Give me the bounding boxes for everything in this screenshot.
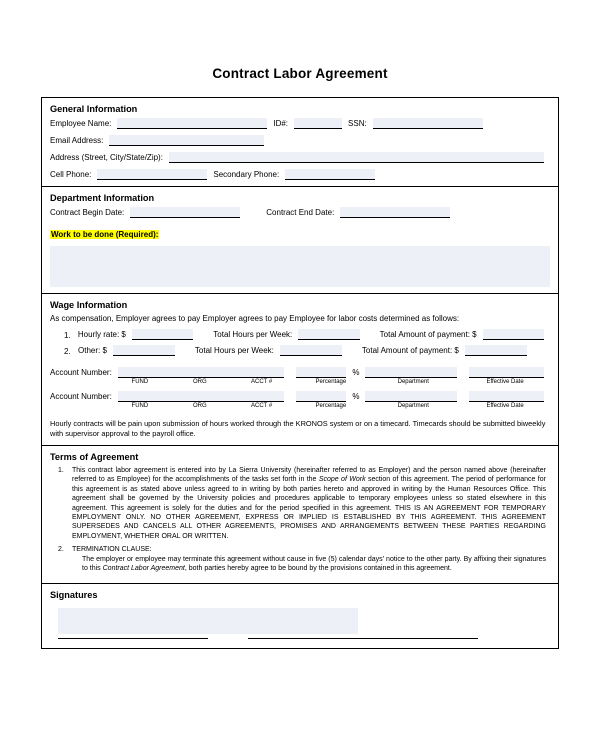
subheader-org-2: ORG (192, 403, 207, 409)
row-email-address (42, 135, 558, 152)
section-signatures (42, 584, 558, 648)
term-2-heading: TERMINATION CLAUSE: (72, 546, 152, 554)
contract-end-date-input[interactable] (340, 207, 450, 218)
term-2-text-a: The employer or employee may terminate this agreement without cause in five (5) calendar days' notice to the other party. By affixing their signatures to this (82, 555, 546, 573)
hourly-hours-label: Total Hours per Week: (213, 330, 293, 339)
terms-list (42, 466, 558, 583)
hourly-rate-label: Hourly rate: $ (77, 330, 126, 339)
row-employee-name (42, 118, 558, 135)
percent-symbol-1: % (352, 368, 360, 377)
contract-begin-date-label: Contract Begin Date: (50, 208, 125, 217)
signature-line-right[interactable] (248, 638, 478, 640)
subheader-percentage-1: Percentage (315, 379, 347, 385)
id-label: ID#: (273, 119, 289, 128)
cell-phone-label: Cell Phone: (50, 170, 92, 179)
subheader-percentage-2: Percentage (315, 403, 347, 409)
account-row-1 (42, 367, 558, 379)
term-item-1 (50, 466, 550, 541)
subheader-effective-date-1: Effective Date (486, 379, 524, 385)
subheader-department-2: Department (397, 403, 429, 409)
subheader-department-1: Department (397, 379, 429, 385)
term-1-text-emphasis: Scope of Work (318, 476, 366, 484)
wage-line-hourly (42, 329, 558, 345)
email-address-input[interactable] (109, 135, 264, 146)
employee-name-input[interactable] (117, 118, 267, 129)
hourly-amount-label: Total Amount of payment: $ (379, 330, 477, 339)
secondary-phone-label: Secondary Phone: (213, 170, 280, 179)
row-address (42, 152, 558, 169)
other-hours-label: Total Hours per Week: (194, 346, 274, 355)
account-effective-date-2-input[interactable] (469, 391, 544, 402)
subheader-acct-1: ACCT # (251, 379, 273, 385)
other-rate-input[interactable] (113, 345, 175, 356)
account-number-1-label: Account Number: (50, 368, 112, 377)
work-to-be-done-input[interactable] (50, 246, 550, 287)
kronos-note: Hourly contracts will be pain upon submission of hours worked through the KRONOS system or on a timecard. Timecards should be submitted biweekly with supervisor approval to the payroll office. (50, 419, 546, 438)
signature-lines (42, 634, 558, 648)
account-row-2-subheaders (42, 403, 558, 415)
wage-information-title: Wage Information (50, 300, 128, 310)
signatures-title: Signatures (50, 590, 98, 601)
account-effective-date-1-input[interactable] (469, 367, 544, 378)
department-information-title: Department Information (50, 193, 155, 203)
subheader-acct-2: ACCT # (251, 403, 273, 409)
other-amount-input[interactable] (465, 345, 527, 356)
ssn-input[interactable] (373, 118, 483, 129)
hourly-amount-input[interactable] (483, 329, 544, 340)
term-2-number: 2. (58, 546, 64, 554)
secondary-phone-input[interactable] (285, 169, 375, 180)
wage-line-other (42, 345, 558, 361)
hourly-rate-input[interactable] (132, 329, 193, 340)
term-item-2 (50, 545, 550, 573)
signature-line-left[interactable] (58, 638, 208, 640)
work-to-be-done-label: Work to be done (Required): (51, 230, 159, 239)
term-2-text-b: , both parties hereby agree to be bound by the provisions contained in this agreement. (184, 565, 452, 573)
row-contract-dates (42, 207, 558, 224)
account-department-1-input[interactable] (365, 367, 457, 378)
term-1-number: 1. (58, 467, 64, 474)
term-2-text-emphasis: Contract Labor Agreement (102, 565, 185, 573)
account-percentage-2-input[interactable] (296, 391, 346, 402)
account-percentage-1-input[interactable] (296, 367, 346, 378)
account-department-2-input[interactable] (365, 391, 457, 402)
hourly-hours-input[interactable] (298, 329, 359, 340)
account-number-1-input[interactable] (118, 367, 285, 378)
address-label: Address (Street, City/State/Zip): (50, 153, 163, 162)
wage-line-1-number: 1. (64, 331, 71, 340)
general-information-title: General Information (50, 104, 138, 114)
wage-line-2-number: 2. (64, 347, 71, 356)
account-number-2-input[interactable] (118, 391, 285, 402)
contract-begin-date-input[interactable] (130, 207, 240, 218)
subheader-org-1: ORG (192, 379, 207, 385)
subheader-fund-2: FUND (131, 403, 149, 409)
subheader-fund-1: FUND (131, 379, 149, 385)
terms-of-agreement-title: Terms of Agreement (50, 452, 139, 462)
section-general-information (42, 98, 558, 187)
contract-end-date-label: Contract End Date: (266, 208, 335, 217)
subheader-effective-date-2: Effective Date (486, 403, 524, 409)
account-row-1-subheaders (42, 379, 558, 391)
term-1-text-a: This contract labor agreement is entered into by La Sierra University (hereinafter referred to as Employer) and the person named above (hereinafter referred to as Employee) for the accomplishments of the tasks set forth in the (72, 467, 546, 484)
account-row-2 (42, 391, 558, 403)
other-amount-label: Total Amount of payment: $ (361, 346, 459, 355)
id-input[interactable] (294, 118, 342, 129)
ssn-label: SSN: (348, 119, 367, 128)
term-1-text (72, 466, 550, 541)
term-2-body (72, 555, 546, 574)
wage-intro-text: As compensation, Employer agrees to pay Employer agrees to pay Employee for labor costs determined as follows: (50, 314, 460, 323)
section-wage-information (42, 294, 558, 446)
section-department-information (42, 187, 558, 294)
other-hours-input[interactable] (280, 345, 342, 356)
cell-phone-input[interactable] (97, 169, 207, 180)
signature-input-area[interactable] (58, 608, 358, 634)
account-number-2-label: Account Number: (50, 392, 112, 401)
address-input[interactable] (169, 152, 544, 163)
percent-symbol-2: % (352, 392, 360, 401)
term-1-text-b: section of this agreement. The period of performance for this agreement is as stated above unless agreed to in writing by both parties hereto and approved in writing by the Human Resources Office. This agreement shall be governed by the University policies and procedures applicable to temporary employees unless so stated elsewhere in this agreement. This agreement is solely for the duties and for the period specified in this agreement. THIS IS AN AGREEMENT FOR TEMPORARY EMPLOYMENT ONLY. NO OTHER AGREEMENT, EXPRESS OR IMPLIED IS ESTABLISHED BY THIS AGREEMENT. THIS AGREEMENT SUPERSEDES AND CANCELS ALL OTHER AGREEMENTS, PROMISES AND ARRANGEMENTS BETWEEN THESE PARTIES REGARDING EMPLOYMENT, WHETHER ORAL OR WRITTEN. (72, 476, 546, 540)
email-address-label: Email Address: (50, 136, 104, 145)
employee-name-label: Employee Name: (50, 119, 112, 128)
section-terms-of-agreement (42, 446, 558, 584)
page-title: Contract Labor Agreement (212, 66, 388, 81)
other-rate-label: Other: $ (78, 346, 107, 355)
row-phones (42, 169, 558, 186)
contract-form (41, 97, 559, 649)
term-2-text (72, 545, 550, 573)
